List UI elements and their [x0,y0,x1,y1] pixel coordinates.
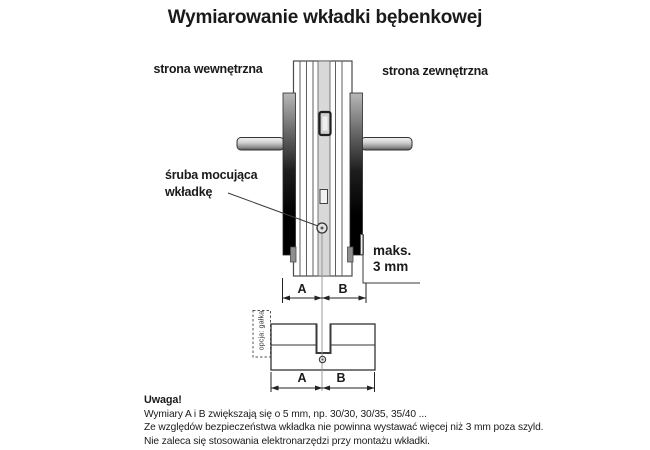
shield-boss-left [291,247,297,262]
shield-inner [283,93,296,255]
fixing-screw-door [317,223,327,233]
dimension-cylinder [271,372,375,392]
note-line-3: Nie zaleca się stosowania elektronarzędzi przy montażu wkładki. [144,435,430,447]
label-max-line2: 3 mm [373,259,409,274]
dim-label-b-cylinder: B [336,371,346,385]
label-outer-side: strona zewnętrzna [382,64,488,78]
dim-label-a-cylinder: A [297,371,307,385]
cam-slot [320,190,328,204]
label-fixing-screw-line2: wkładkę [165,185,213,199]
note-line-1: Wymiary A i B zwiększają się o 5 mm, np. 30/30, 30/35, 35/40 ... [144,408,427,420]
label-fixing-screw [165,167,257,201]
fixing-screw-cylinder [319,356,325,362]
cylinder-profile [253,311,375,371]
note-line-2: Ze względów bezpieczeństwa wkładka nie powinna wystawać więcej niż 3 mm poza szyld. [144,422,544,434]
shield-outer [350,93,363,255]
label-fixing-screw-line1: śruba mocująca [165,168,258,182]
label-knob-option: opcja: gałka [258,310,266,351]
label-inner-side: strona wewnętrzna [153,62,263,76]
cylinder-channel [318,61,330,276]
spindle-rod-left [237,138,284,151]
dim-label-b-door: B [338,282,348,296]
note-block [144,394,543,448]
spindle-rod-right [361,138,412,151]
page-title: Wymiarowanie wkładki bębenkowej [167,7,483,28]
note-heading: Uwaga! [144,394,182,406]
label-max-line1: maks. [373,243,412,258]
cam-notch [317,324,331,353]
shield-boss-right [348,247,354,262]
label-max-protrusion [373,243,411,275]
dim-label-a-door: A [297,282,307,296]
